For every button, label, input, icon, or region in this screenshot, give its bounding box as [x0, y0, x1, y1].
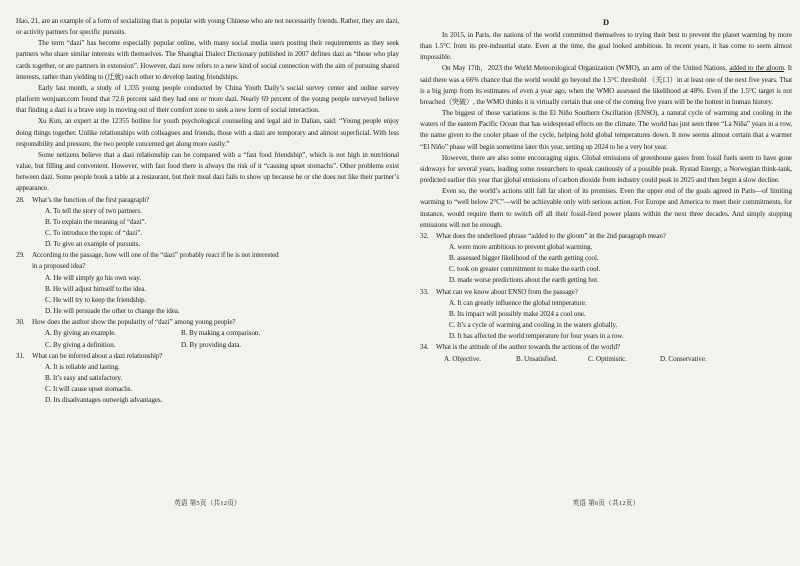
question-stem: What can we know about ENSO from the passage?: [436, 287, 578, 296]
exam-page-5: [16, 0, 399, 566]
option-b: B. By making a comparison.: [181, 329, 261, 338]
option-d: D. To give an example of pursuits.: [45, 240, 141, 249]
exam-page-6: [420, 0, 792, 566]
paragraph-text: On May 17th，2023 the World Meteorological Organization (WMO), an arm of the United Nations,: [442, 64, 728, 73]
option-a: A. Objective.: [444, 354, 481, 363]
passage-paragraph: The term “dazi” has become especially popular online, with many social media users posting their requirements as they seek partners who share similar interests with themselves. The Shanghai Dialect Dictionary published in 2007 defines dazi as “those who play cards together, or are partners in extension”. However, dazi now refers to a new kind of social connection with the aim of pursuing shared interests, rather than yielding to (迁就) each other to develop lasting friendships.: [16, 39, 399, 81]
reading-passage-d: [420, 16, 792, 365]
question-number: 33.: [420, 287, 429, 296]
question-30: [16, 317, 399, 350]
passage-paragraph: Even so, the world’s actions still fall far short of its promises. Even the upper end of the goals agreed in Paris—of limiting warming to “well below 2°C”—will be achievable only with serious action. For Europe and America to meet their commitments, for instance, would require them to switch off all their fossil-fired power plants within the next three decades. And simply stopping emissions will not be enough.: [420, 187, 792, 229]
option-a: A. By giving an example.: [45, 329, 116, 338]
page-footer: 英语 第5页（共12页）: [174, 500, 241, 507]
question-stem: How does the author show the popularity of “dazi” among young people?: [32, 318, 236, 327]
question-number: 32.: [420, 231, 429, 240]
option-d: D. made worse predictions about the earth getting hot.: [449, 276, 599, 285]
option-c: C. took on greater commitment to make the earth cool.: [449, 265, 601, 274]
option-c: C. Optimistic.: [588, 354, 627, 363]
passage-paragraph: Some netizens believe that a dazi relationship can be compared with a “fast food friendship”, which is not high in nutritional value, but filling and convenient. However, with fast food there is always the risk of it “causing upset stomachs”. Other problems exist between dazi. Some people book a table at a restaurant, but their meal dazi fails to show up because he or she does not like their partner’s appearance.: [16, 150, 399, 193]
option-c: C. He will try to keep the friendship.: [45, 295, 147, 304]
option-b: B. Unsatisfied.: [516, 354, 558, 363]
question-31: [16, 351, 399, 407]
question-stem-continued: in a proposed idea?: [32, 262, 86, 271]
option-b: B. To explain the meaning of “dazi”.: [45, 217, 147, 226]
passage-paragraph: The biggest of those variations is the El Niño Southern Oscillation (ENSO), a natural cycle of warming and cooling in the waters of the eastern Pacific Ocean that has widespread effects on the climate. The world has just seen three “La Niña” years in a row, the name given to the cooler phase of the cycle, helping hold global temperatures down. It now seems almost certain that a warmer “El Niño” phase will begin sometime later this year, setting up 2024 to be a very hot year.: [420, 109, 792, 151]
question-32: [420, 231, 792, 287]
option-b: B. assessed bigger likelihood of the earth getting cool.: [449, 254, 599, 263]
option-b: B. It’s easy and satisfactory.: [45, 374, 123, 382]
question-34: [420, 342, 792, 364]
underlined-phrase: added to the gloom: [729, 64, 784, 73]
paragraph-text: . It said there was a 66% chance that the world would go beyond the 1.5°C threshold （关口）in at least one of the next five years. That is a big jump from its estimates of even a year ago, when the WMO assessed the likelihood at 48%. Even if the 1.5°C target is not breached（突破）, the WMO thinks it is virtually certain that one of the coming five years will be the hottest in human history.: [420, 64, 792, 106]
passage-paragraph: Hao, 21, are an example of a form of socializing that is popular with young Chinese who are not necessarily friends. Rather, they are dazi, or activity partners for specific pursuits.: [16, 17, 399, 37]
option-c: C. To introduce the topic of “dazi”.: [45, 228, 142, 237]
reading-passage-c: [16, 16, 399, 406]
passage-paragraph: However, there are also some encouraging signs. Global emissions of greenhouse gases from fossil fuels seem to have gone sideways for several years, leading some researchers to speak cautiously of a possible peak. Rystad Energy, a Norwegian think-tank, predicted earlier this year that global emissions of carbon dioxide from industry could peak in 2025 and then begin a slow decline.: [420, 153, 792, 185]
passage-paragraph-2: [420, 63, 792, 108]
option-a: A. were more ambitious to prevent global warming.: [449, 242, 593, 251]
passage-paragraph: Early last month, a study of 1,335 young people conducted by China Youth Daily’s social survey center and online survey platform wenjuan.com found that 72.6 percent said they had one or more dazi. Nearly 69 percent of the young people surveyed believe that finding a dazi is a brave step in moving out of their comfort zone to seek a new form of social interaction.: [16, 83, 399, 115]
question-stem: What’s the function of the first paragraph?: [32, 195, 150, 204]
page-footer: 英语 第6页（共12页）: [572, 500, 640, 507]
option-b: B. He will adjust himself to the idea.: [45, 284, 147, 293]
option-a: A. He will simply go his own way.: [45, 273, 142, 282]
option-a: A. It can greatly influence the global temperature.: [449, 298, 587, 307]
option-d: D. Its disadvantages outweigh advantages.: [45, 396, 163, 405]
question-number: 30.: [16, 318, 25, 327]
option-c: C. It’s a cycle of warming and cooling in the waters globally.: [449, 321, 618, 330]
option-c: C. By giving a definition.: [45, 340, 116, 349]
option-a: A. To tell the story of two partners.: [45, 206, 142, 215]
section-title: D: [602, 17, 610, 27]
question-number: 34.: [420, 343, 429, 352]
question-28: [16, 195, 399, 251]
question-number: 28.: [16, 195, 25, 204]
option-d: D. It has affected the world temperature for four years in a row.: [449, 332, 624, 341]
question-stem: What can be inferred about a dazi relationship?: [32, 351, 163, 360]
question-stem: What is the attitude of the author towards the actions of the world?: [436, 343, 621, 352]
question-stem: What does the underlined phrase “added to the gloom” in the 2nd paragraph mean?: [436, 231, 666, 240]
option-d: D. Conservative.: [660, 354, 707, 363]
option-a: A. It is reliable and lasting.: [45, 362, 120, 371]
question-number: 31.: [16, 351, 25, 360]
option-b: B. Its impact will possibly make 2024 a cool one.: [449, 309, 586, 318]
option-d: D. He will persuade the other to change the idea.: [45, 307, 180, 316]
passage-paragraph: Xu Kun, an expert at the 12355 hotline for youth psychological counseling and legal aid in Dalian, said: “Young people enjoy doing things together. Unlike relationships with colleagues and friends, those with a dazi are temporary and almost superficial. With less responsibility and pressure, the two people concerned get along more easily.”: [16, 117, 399, 148]
question-29: [16, 250, 399, 317]
question-stem: According to the passage, how will one of the “dazi” probably react if he is not interested: [32, 251, 279, 260]
option-d: D. By providing data.: [181, 340, 241, 349]
question-33: [420, 287, 792, 343]
question-number: 29.: [16, 251, 25, 260]
option-c: C. It will cause upset stomachs.: [45, 385, 133, 394]
passage-paragraph: In 2015, in Paris, the nations of the world committed themselves to trying their best to prevent the planet warming by more than 1.5°C from its pre-industrial state. Even at the time, the goal looked ambitious. In recent years, it has come to seem almost impossible.: [420, 31, 792, 62]
